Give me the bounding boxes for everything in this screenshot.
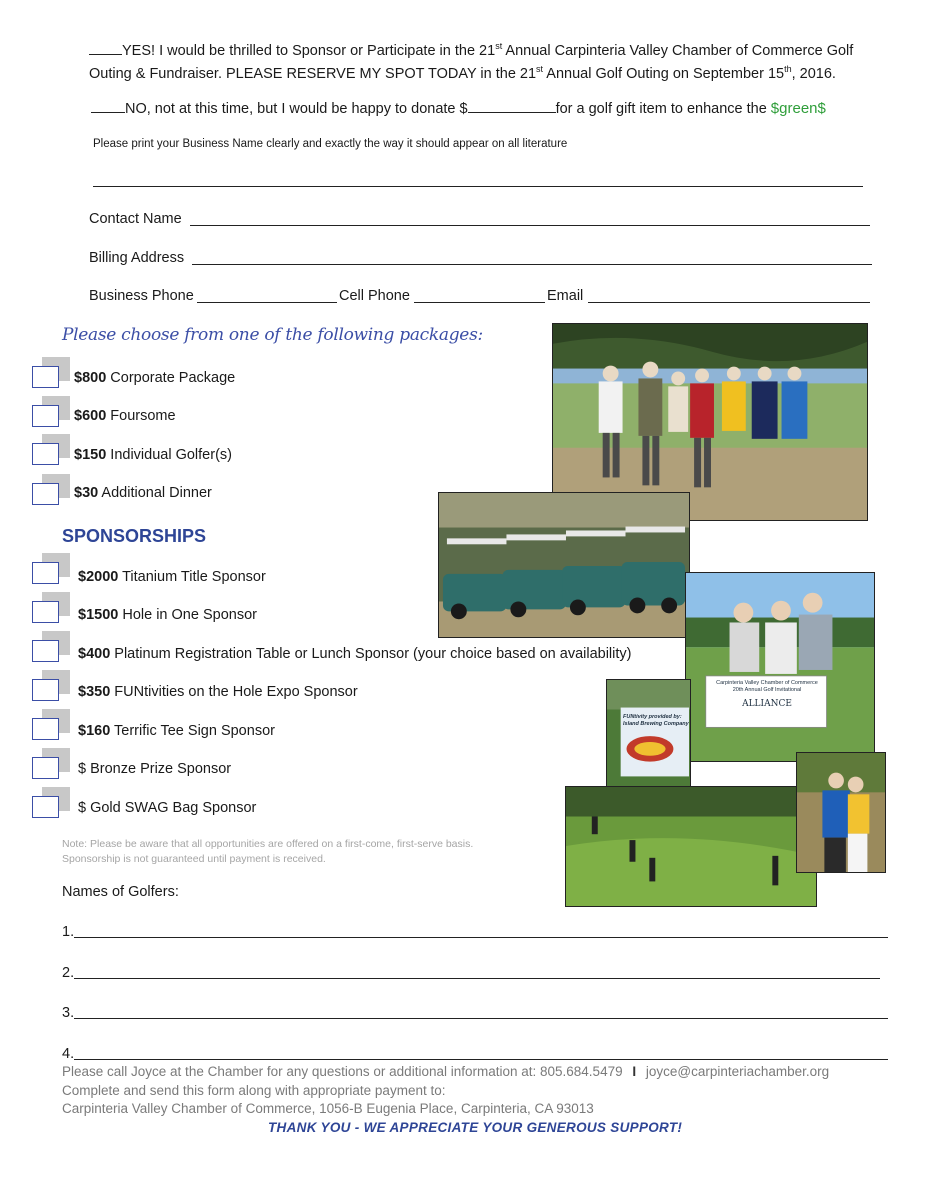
package-checkbox-600[interactable] xyxy=(32,396,74,430)
email-label: Email xyxy=(547,288,584,304)
golfer-3-line[interactable] xyxy=(74,1018,888,1019)
footer-email[interactable]: joyce@carpinteriachamber.org xyxy=(645,1064,830,1079)
sponsorships-heading: SPONSORSHIPS xyxy=(62,526,207,546)
sponsor-checkbox-bronze[interactable] xyxy=(32,748,74,782)
sponsor-checkbox-350[interactable] xyxy=(32,670,74,704)
footer-instructions: Complete and send this form along with appropriate payment to: xyxy=(62,1083,446,1098)
sponsor-checkbox-1500[interactable] xyxy=(32,592,74,626)
donation-amount-blank[interactable] xyxy=(468,98,556,113)
footer-address: Carpinteria Valley Chamber of Commerce, 1056-B Eugenia Place, Carpinteria, CA 93013 xyxy=(62,1101,594,1116)
sponsor-checkbox-400[interactable] xyxy=(32,631,74,665)
package-30-label: $30 Additional Dinner xyxy=(74,485,212,501)
contact-name-line[interactable] xyxy=(190,225,870,226)
golfer-number-4: 4. xyxy=(62,1046,75,1062)
photo-two-golfers xyxy=(796,752,886,873)
sponsor-checkbox-2000[interactable] xyxy=(32,553,74,587)
photo-three-men-banner xyxy=(685,572,875,762)
banner-chamber: Carpinteria Valley Chamber of Commerce 20th Annual Golf Invitational ALLIANCE xyxy=(716,680,818,709)
photo-brewing-banner xyxy=(606,679,691,802)
business-phone-label: Business Phone xyxy=(89,288,194,304)
cell-phone-line[interactable] xyxy=(414,302,545,303)
sponsor-gold-label: $ Gold SWAG Bag Sponsor xyxy=(78,800,257,816)
sponsor-400-label: $400 Platinum Registration Table or Lunch Sponsor (your choice based on availability) xyxy=(78,646,632,662)
sponsor-bronze-label: $ Bronze Prize Sponsor xyxy=(78,761,232,777)
package-checkbox-30[interactable] xyxy=(32,474,74,508)
golfer-1-line[interactable] xyxy=(74,937,888,938)
footer-contact: Please call Joyce at the Chamber for any questions or additional information at: 805.684.5479 I joyce@carpinteriachamber.org xyxy=(62,1064,830,1079)
yes-option-line2: Outing & Fundraiser. PLEASE RESERVE MY SPOT TODAY in the 21st Annual Golf Outing on September 15th, 2016. xyxy=(89,64,836,82)
photo-golf-carts xyxy=(438,492,690,638)
yes-blank[interactable] xyxy=(89,40,122,55)
billing-address-label: Billing Address xyxy=(89,250,185,266)
golfer-number-1: 1. xyxy=(62,924,75,940)
banner-brewing: FUNtivity provided by: Island Brewing Company xyxy=(623,714,689,727)
sponsor-1500-label: $1500 Hole in One Sponsor xyxy=(78,607,257,623)
package-800-label: $800 Corporate Package xyxy=(74,370,236,386)
availability-note: Note: Please be aware that all opportunities are offered on a first-come, first-serve basis. Sponsorship is not guaranteed until payment is received. xyxy=(62,838,474,865)
print-instruction: Please print your Business Name clearly and exactly the way it should appear on all literature xyxy=(93,138,568,150)
golfer-number-3: 3. xyxy=(62,1005,75,1021)
contact-name-label: Contact Name xyxy=(89,211,182,227)
business-phone-line[interactable] xyxy=(197,302,337,303)
golfer-2-line[interactable] xyxy=(74,978,880,979)
yes-option: YES! I would be thrilled to Sponsor or Participate in the 21st Annual Carpinteria Valley Chamber of Commerce Golf xyxy=(89,36,853,61)
no-option: NO, not at this time, but I would be happy to donate $ for a golf gift item to enhance the $green$ xyxy=(91,98,826,119)
sponsor-160-label: $160 Terrific Tee Sign Sponsor xyxy=(78,723,275,739)
sponsor-checkbox-160[interactable] xyxy=(32,709,74,743)
photo-golf-course xyxy=(565,786,817,907)
package-600-label: $600 Foursome xyxy=(74,408,176,424)
billing-address-line[interactable] xyxy=(192,264,872,265)
package-checkbox-800[interactable] xyxy=(32,357,74,391)
golfers-heading: Names of Golfers: xyxy=(62,884,179,900)
packages-heading: Please choose from one of the following packages: xyxy=(62,325,483,345)
package-checkbox-150[interactable] xyxy=(32,434,74,468)
golfer-4-line[interactable] xyxy=(74,1059,888,1060)
email-line[interactable] xyxy=(588,302,870,303)
no-blank[interactable] xyxy=(91,98,125,113)
cell-phone-label: Cell Phone xyxy=(339,288,410,304)
sponsor-checkbox-gold[interactable] xyxy=(32,787,74,821)
business-name-line[interactable] xyxy=(93,186,863,187)
thank-you-message: THANK YOU - WE APPRECIATE YOUR GENEROUS SUPPORT! xyxy=(268,1120,683,1135)
sponsor-2000-label: $2000 Titanium Title Sponsor xyxy=(78,569,266,585)
golfer-number-2: 2. xyxy=(62,965,75,981)
sponsor-350-label: $350 FUNtivities on the Hole Expo Sponsor xyxy=(78,684,358,700)
package-150-label: $150 Individual Golfer(s) xyxy=(74,447,232,463)
